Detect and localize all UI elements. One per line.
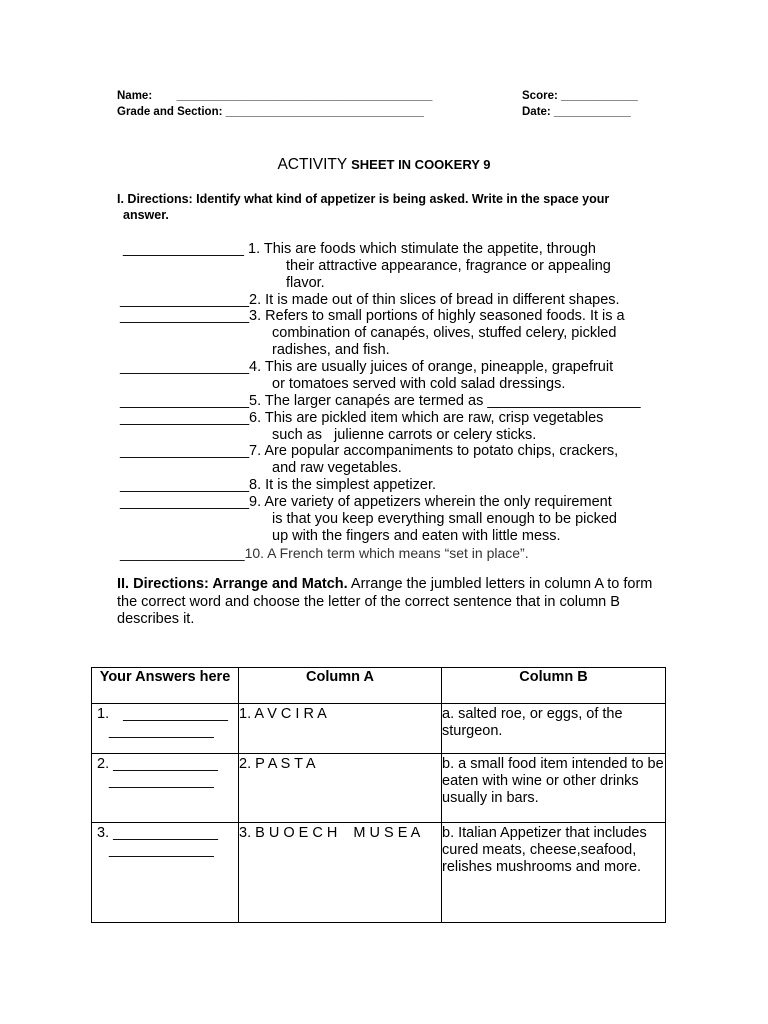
jumbled-word: 1. A V C I R A (239, 706, 327, 722)
question-text: It is made out of thin slices of bread in different shapes. (265, 292, 620, 308)
part1-directions (117, 191, 637, 223)
question-4 (120, 359, 655, 393)
grade-section-field[interactable] (117, 105, 424, 119)
description: b. Italian Appetizer that includes cured meats, cheese,seafood, relishes mushrooms and more. (442, 825, 647, 875)
table-header-row (92, 668, 666, 704)
answer-line[interactable]: _____________ (109, 842, 214, 858)
table-row (92, 823, 666, 923)
question-text: This are pickled item which are raw, crisp vegetables (264, 410, 604, 426)
column-a-cell (239, 704, 442, 754)
part2-directions-heading: II. Directions: Arrange and Match. (117, 576, 348, 592)
part1-directions-line2: answer. (123, 208, 169, 222)
grade-section-label: Grade and Section: (117, 106, 223, 118)
jumbled-word: 2. P A S T A (239, 756, 316, 772)
answer-blank[interactable]: ________________ (120, 443, 250, 459)
description: b. a small food item intended to be eaten with wine or other drinks usually in bars. (442, 756, 664, 806)
question-text: Are variety of appetizers wherein the only requirement (264, 494, 612, 510)
question-text-cont: or tomatoes served with cold salad dressings. (272, 375, 566, 392)
date-field[interactable] (522, 105, 631, 119)
question-text: This are usually juices of orange, pineapple, grapefruit (264, 359, 614, 375)
question-text: A French term which means “set in place”. (267, 545, 529, 561)
part1-directions-line1: I. Directions: Identify what kind of appetizer is being asked. Write in the space your (117, 192, 610, 206)
column-b-cell (442, 704, 666, 754)
question-text-cont: combination of canapés, olives, stuffed celery, pickled (272, 324, 617, 341)
score-line[interactable]: ____________ (561, 90, 638, 102)
question-text-cont: radishes, and fish. (272, 341, 390, 358)
part2-directions (117, 576, 657, 629)
answer-line[interactable]: _____________ (113, 756, 218, 772)
question-10 (120, 545, 655, 562)
title-activity: ACTIVITY (277, 156, 348, 173)
answer-blank[interactable]: ________________ (120, 308, 250, 324)
title-rest: SHEET IN COOKERY 9 (351, 157, 491, 172)
answer-line[interactable]: _____________ (109, 723, 214, 739)
question-number: 2. (249, 292, 262, 308)
question-number: 4. (249, 359, 262, 375)
question-5 (120, 393, 655, 410)
answer-blank[interactable]: ________________ (120, 545, 245, 561)
question-text-cont: flavor. (286, 274, 325, 291)
question-text-cont: up with the fingers and eaten with little mess. (272, 527, 561, 544)
question-number: 9. (249, 494, 262, 510)
header-column-a: Column A (239, 668, 442, 704)
question-2 (120, 292, 655, 309)
score-label: Score: (522, 90, 558, 102)
question-text: The larger canapés are termed as ___________________ (264, 393, 641, 409)
column-a-cell (239, 823, 442, 923)
question-9 (120, 494, 655, 544)
answer-blank[interactable]: ________________ (120, 477, 250, 493)
name-label: Name: (117, 90, 153, 102)
answer-line[interactable]: _____________ (113, 825, 218, 841)
page-title (0, 155, 768, 174)
name-line[interactable]: ________________________________________ (176, 90, 433, 102)
table-row (92, 754, 666, 823)
name-field[interactable] (117, 89, 432, 103)
answer-number: 1. (97, 706, 110, 722)
question-6 (120, 410, 655, 444)
answer-blank[interactable]: ________________ (120, 359, 250, 375)
table-row (92, 704, 666, 754)
answer-blank[interactable]: ________________ (120, 292, 250, 308)
answer-cell[interactable] (92, 823, 239, 923)
answer-number: 3. (97, 825, 110, 841)
question-number: 6. (249, 410, 262, 426)
question-number: 7. (249, 443, 262, 459)
question-number: 5. (249, 393, 262, 409)
answer-cell[interactable] (92, 704, 239, 754)
part2-directions-text: Arrange the jumbled letters in column A to form the correct word and choose the letter of the correct sentence that in column B describes it. (117, 576, 653, 627)
answer-blank[interactable]: _______________ (123, 241, 244, 257)
grade-section-line[interactable]: _______________________________ (225, 106, 424, 118)
answer-blank[interactable]: ________________ (120, 393, 250, 409)
answer-blank[interactable]: ________________ (120, 494, 250, 510)
answer-blank[interactable]: ________________ (120, 410, 250, 426)
question-3 (120, 308, 655, 358)
answer-line[interactable]: _____________ (109, 773, 214, 789)
column-b-cell (442, 823, 666, 923)
question-number: 1. (248, 241, 261, 257)
question-1 (120, 241, 655, 291)
score-field[interactable] (522, 89, 638, 103)
description: a. salted roe, or eggs, of the sturgeon. (442, 706, 623, 739)
answer-line[interactable]: _____________ (123, 706, 228, 722)
question-text-cont: such as julienne carrots or celery sticks. (272, 426, 537, 443)
question-text-cont: is that you keep everything small enough to be picked (272, 510, 617, 527)
question-number: 3. (249, 308, 262, 324)
date-label: Date: (522, 106, 551, 118)
question-text: Refers to small portions of highly seasoned foods. It is a (265, 308, 625, 324)
header-column-b: Column B (442, 668, 666, 704)
question-8 (120, 477, 655, 494)
jumbled-word: 3. B U O E C H M U S E A (239, 825, 421, 841)
question-text: It is the simplest appetizer. (265, 477, 437, 493)
column-b-cell (442, 754, 666, 823)
question-7 (120, 443, 655, 477)
matching-table (91, 667, 666, 923)
header-your-answers: Your Answers here (92, 668, 239, 704)
question-number: 8. (249, 477, 262, 493)
answer-number: 2. (97, 756, 110, 772)
question-text: Are popular accompaniments to potato chips, crackers, (264, 443, 619, 459)
column-a-cell (239, 754, 442, 823)
question-text: This are foods which stimulate the appetite, through (263, 241, 596, 257)
question-text-cont: and raw vegetables. (272, 459, 402, 476)
question-text-cont: their attractive appearance, fragrance or appealing (286, 257, 611, 274)
date-line[interactable]: ____________ (553, 106, 631, 118)
answer-cell[interactable] (92, 754, 239, 823)
question-number: 10. (244, 545, 265, 561)
